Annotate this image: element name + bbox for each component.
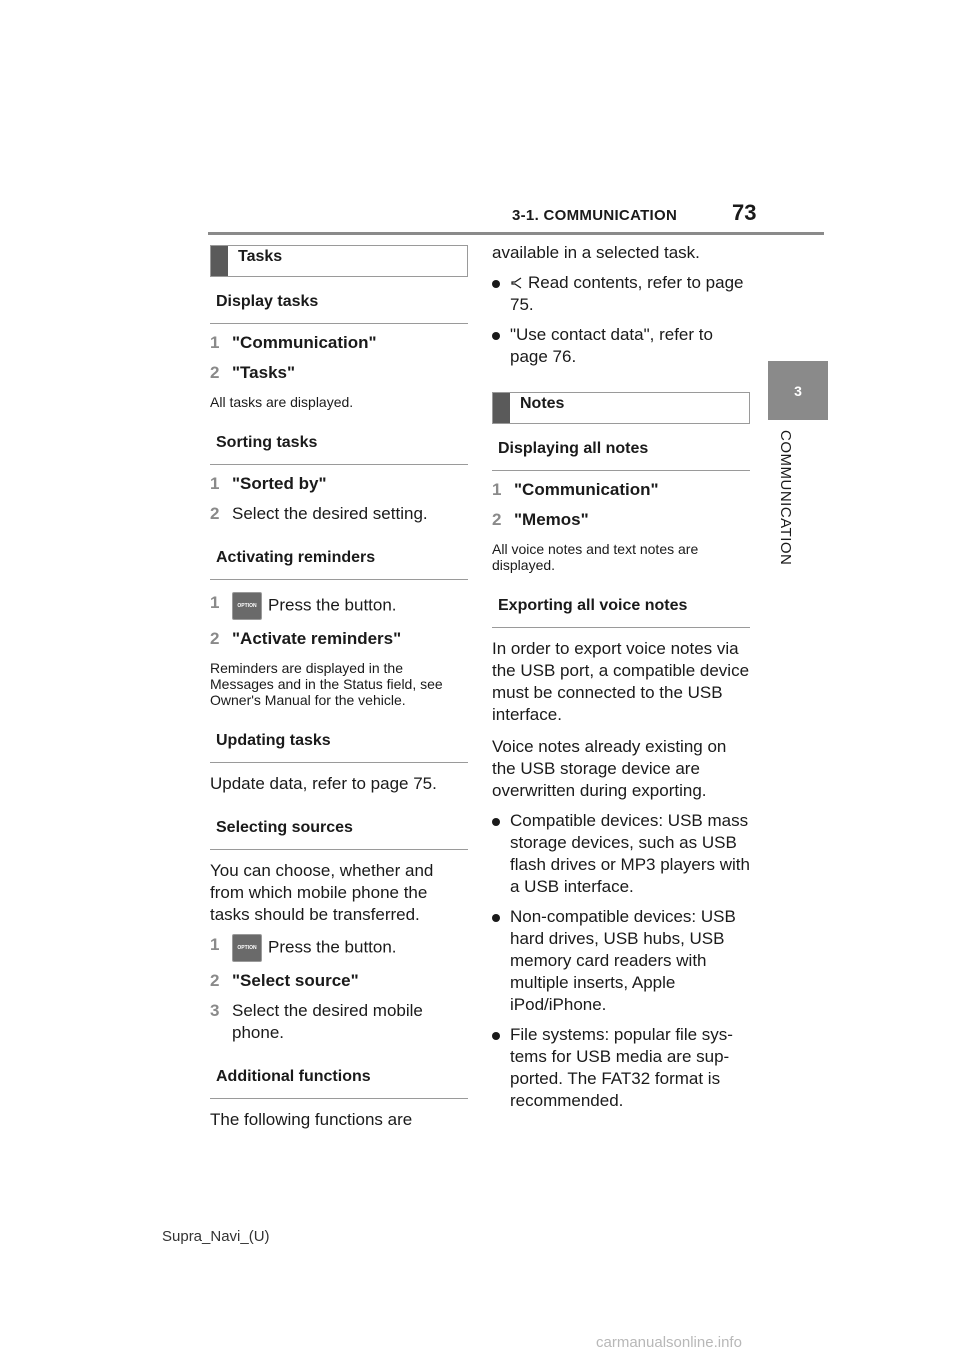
step [210,332,468,354]
step-number: 1 [492,480,502,499]
left-column [210,240,468,1131]
exporting-notes-heading: Exporting all voice notes [492,573,750,628]
step-text: "Sorted by" [232,474,327,493]
bullet-dot [492,272,510,316]
page-number: 73 [732,200,757,225]
bullet-text: File systems: popular file sys-tems for USB media are sup-ported. The FAT32 format is recommended. [510,1025,733,1110]
bullet-text-wrap [510,272,750,316]
bullet-item [492,324,750,368]
step [210,628,468,650]
section-bar [211,246,228,276]
tasks-section-header [210,245,468,277]
body-text: Voice notes already existing on the USB storage device are overwritten during exporting. [492,737,727,800]
note-text: Reminders are displayed in the Messages and in the Status field, see Owner's Manual for the vehicle. [210,660,443,708]
watermark: carmanualsonline.info [596,1334,742,1351]
note-text: All tasks are displayed. [210,394,354,410]
chapter-label: COMMUNICATION [777,430,794,566]
step [492,479,750,501]
step-number: 2 [210,971,220,990]
activating-reminders-heading: Activating reminders [210,525,468,580]
step [210,362,468,384]
step-number: 1 [210,935,220,954]
step-text: "Select source" [232,971,359,990]
bullet-item [492,810,750,898]
step-number: 2 [210,504,220,523]
model-footer: Supra_Navi_(U) [162,1228,270,1245]
step [492,509,750,531]
bullet-text: Non-compatible devices: USB hard drives, USB hubs, USB memory card readers with multiple inserts, Apple iPod/iPhone. [510,907,736,1014]
step-text: "Activate reminders" [232,629,402,648]
step-text-wrap [232,934,468,962]
display-tasks-heading: Display tasks [210,277,468,324]
step [210,592,468,620]
bullet-text: "Use contact data", refer to page 76. [510,325,713,366]
step-text: "Memos" [514,510,589,529]
body-text: In order to export voice notes via the USB port, a compatible device must be connected to the USB interface. [492,639,750,724]
header-rule [208,232,824,235]
bullet-text: Read contents, refer to page 75. [510,273,744,314]
step-number: 2 [210,363,220,382]
bullet-text: Compatible devices: USB mass storage devices, such as USB flash drives or MP3 players with a USB interface. [510,811,750,896]
body-text: available in a selected task. [492,243,700,262]
bullet-dot [492,1024,510,1112]
step [210,1000,468,1044]
step-number: 1 [210,474,220,493]
section-title: Tasks [238,248,283,265]
step-text: Select the desired mobile phone. [232,1001,423,1042]
section-title: 3-1. COMMUNICATION [512,207,678,224]
right-column [492,240,750,1112]
notes-section-header [492,392,750,424]
step-number: 1 [210,333,220,352]
step-number: 2 [210,629,220,648]
option-button-icon: OPTION [232,592,262,620]
step [210,503,468,525]
updating-tasks-heading: Updating tasks [210,708,468,763]
bullet-dot [492,324,510,368]
step [210,934,468,962]
bullet-item [492,272,750,316]
bullet-item [492,906,750,1016]
step [210,473,468,495]
section-title: Notes [520,395,565,412]
sorting-tasks-heading: Sorting tasks [210,410,468,465]
step-text: Press the button. [268,595,397,615]
step-text: Press the button. [268,937,397,957]
bullet-dot [492,906,510,1016]
step [210,970,468,992]
body-text: Update data, refer to page 75. [210,774,437,793]
note-text: All voice notes and text notes are displayed. [492,541,699,573]
chapter-tab: 3 [768,361,828,420]
bullet-dot [492,810,510,898]
step-number: 3 [210,1001,220,1020]
step-text: "Tasks" [232,363,296,382]
bullet-item [492,1024,750,1112]
section-bar [493,393,510,423]
selecting-sources-heading: Selecting sources [210,795,468,850]
body-text: You can choose, whether and from which mobile phone the tasks should be transferred. [210,861,434,924]
displaying-notes-heading: Displaying all notes [492,424,750,471]
step-text-wrap [232,592,468,620]
step-number: 1 [210,593,220,612]
step-text: Select the desired setting. [232,504,428,523]
step-text: "Communication" [232,333,377,352]
speaker-icon [510,276,524,290]
step-text: "Communication" [514,480,659,499]
step-number: 2 [492,510,502,529]
body-text: The following functions are [210,1110,413,1129]
additional-functions-heading: Additional functions [210,1044,468,1099]
option-button-icon: OPTION [232,934,262,962]
